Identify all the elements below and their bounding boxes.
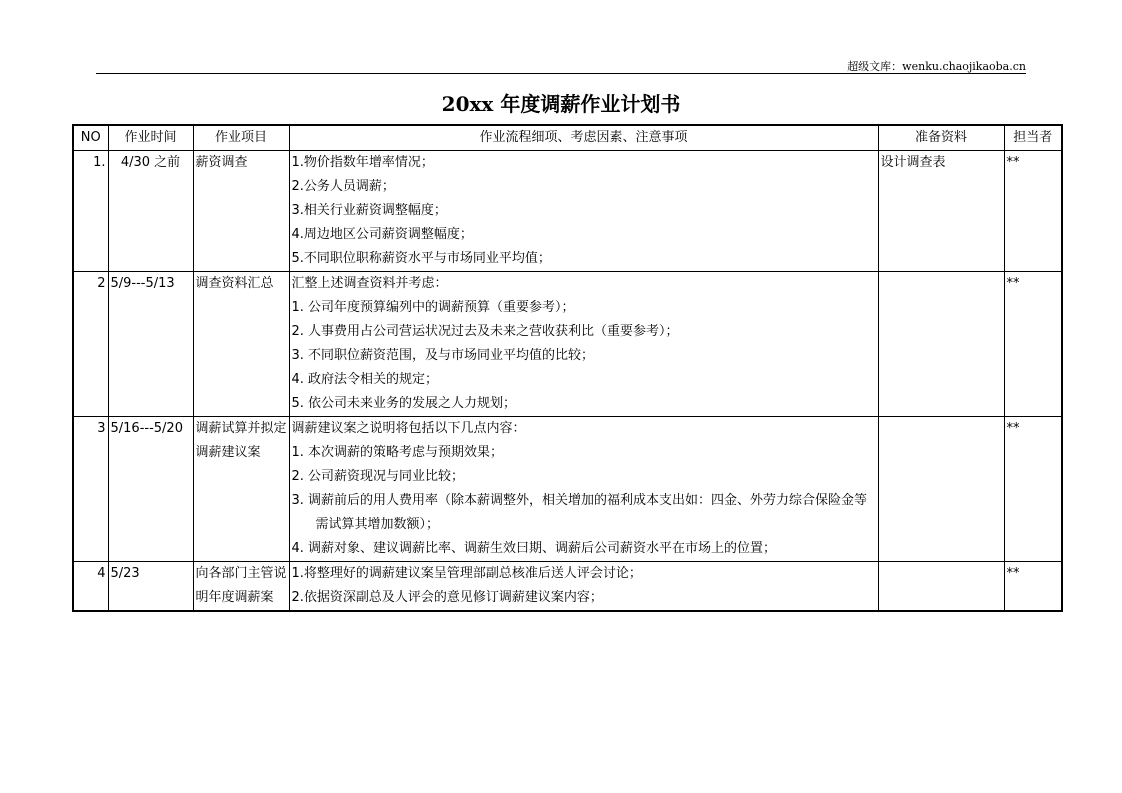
column-header-no: NO xyxy=(73,125,108,151)
column-header-item: 作业项目 xyxy=(193,125,289,151)
row-owner: ** xyxy=(1004,272,1062,417)
row-item: 调薪试算并拟定调薪建议案 xyxy=(193,417,289,562)
header-divider xyxy=(96,73,1026,74)
row-time: 5/23 xyxy=(108,562,193,612)
row-owner: ** xyxy=(1004,562,1062,612)
row-materials xyxy=(878,562,1004,612)
detail-line: 3.相关行业薪资调整幅度； xyxy=(291,203,447,218)
row-materials xyxy=(878,417,1004,562)
row-details xyxy=(289,151,878,272)
detail-line: 2. 公司薪资现况与同业比较； xyxy=(291,469,465,484)
row-item: 向各部门主管说明年度调薪案 xyxy=(193,562,289,612)
detail-line: 2.依据资深副总及人评会的意见修订调薪建议案内容； xyxy=(291,590,603,605)
detail-line: 1. 公司年度预算编列中的调薪预算（重要参考）； xyxy=(291,300,575,315)
row-time: 4/30 之前 xyxy=(108,151,193,272)
row-owner: ** xyxy=(1004,417,1062,562)
row-materials xyxy=(878,272,1004,417)
row-number: 2 xyxy=(73,272,108,417)
detail-line: 调薪建议案之说明将包括以下几点内容： xyxy=(291,421,526,436)
detail-line: 3. 不同职位薪资范围，及与市场同业平均值的比较； xyxy=(291,348,595,363)
column-header-details: 作业流程细项、考虑因素、注意事项 xyxy=(289,125,878,151)
detail-line: 2.公务人员调薪； xyxy=(291,179,395,194)
detail-line: 2. 人事费用占公司营运状况过去及未来之营收获利比（重要参考）； xyxy=(291,324,679,339)
detail-line: 4. 调薪对象、建议调薪比率、调薪生效曰期、调薪后公司薪资水平在市场上的位置； xyxy=(291,541,777,556)
row-time: 5/9---5/13 xyxy=(108,272,193,417)
salary-plan-table xyxy=(72,124,1063,612)
row-details xyxy=(289,562,878,612)
table-header-row xyxy=(73,125,1062,151)
column-header-owner: 担当者 xyxy=(1004,125,1062,151)
document-title: 20xx 年度调薪作业计划书 xyxy=(441,92,681,116)
table-row xyxy=(73,151,1062,272)
detail-line: 5.不同职位职称薪资水平与市场同业平均值； xyxy=(291,251,551,266)
detail-line: 1.物价指数年增率情况； xyxy=(291,155,434,170)
row-item: 薪资调查 xyxy=(193,151,289,272)
table-row xyxy=(73,272,1062,417)
header-source-note: 超级文库：wenku.chaojikaoba.cn xyxy=(847,60,1026,73)
detail-line: 4. 政府法令相关的规定； xyxy=(291,372,439,387)
detail-line: 3. 调薪前后的用人费用率（除本薪调整外，相关增加的福利成本支出如：四金、外劳力综合保险金等需试算其增加数额）； xyxy=(291,493,868,532)
row-number: 1. xyxy=(73,151,108,272)
column-header-time: 作业时间 xyxy=(108,125,193,151)
row-details xyxy=(289,272,878,417)
column-header-materials: 准备资料 xyxy=(878,125,1004,151)
table-row xyxy=(73,417,1062,562)
row-number: 4 xyxy=(73,562,108,612)
row-time: 5/16---5/20 xyxy=(108,417,193,562)
detail-line: 1.将整理好的调薪建议案呈管理部副总核准后送人评会讨论； xyxy=(291,566,642,581)
detail-line: 汇整上述调查资料并考虑： xyxy=(291,276,448,291)
detail-line: 4.周边地区公司薪资调整幅度； xyxy=(291,227,473,242)
row-details xyxy=(289,417,878,562)
detail-line: 5. 依公司未来业务的发展之人力规划； xyxy=(291,396,517,411)
row-item: 调查资料汇总 xyxy=(193,272,289,417)
row-number: 3 xyxy=(73,417,108,562)
detail-line: 1. 本次调薪的策略考虑与预期效果； xyxy=(291,445,504,460)
row-materials: 设计调查表 xyxy=(878,151,1004,272)
row-owner: ** xyxy=(1004,151,1062,272)
table-row xyxy=(73,562,1062,612)
